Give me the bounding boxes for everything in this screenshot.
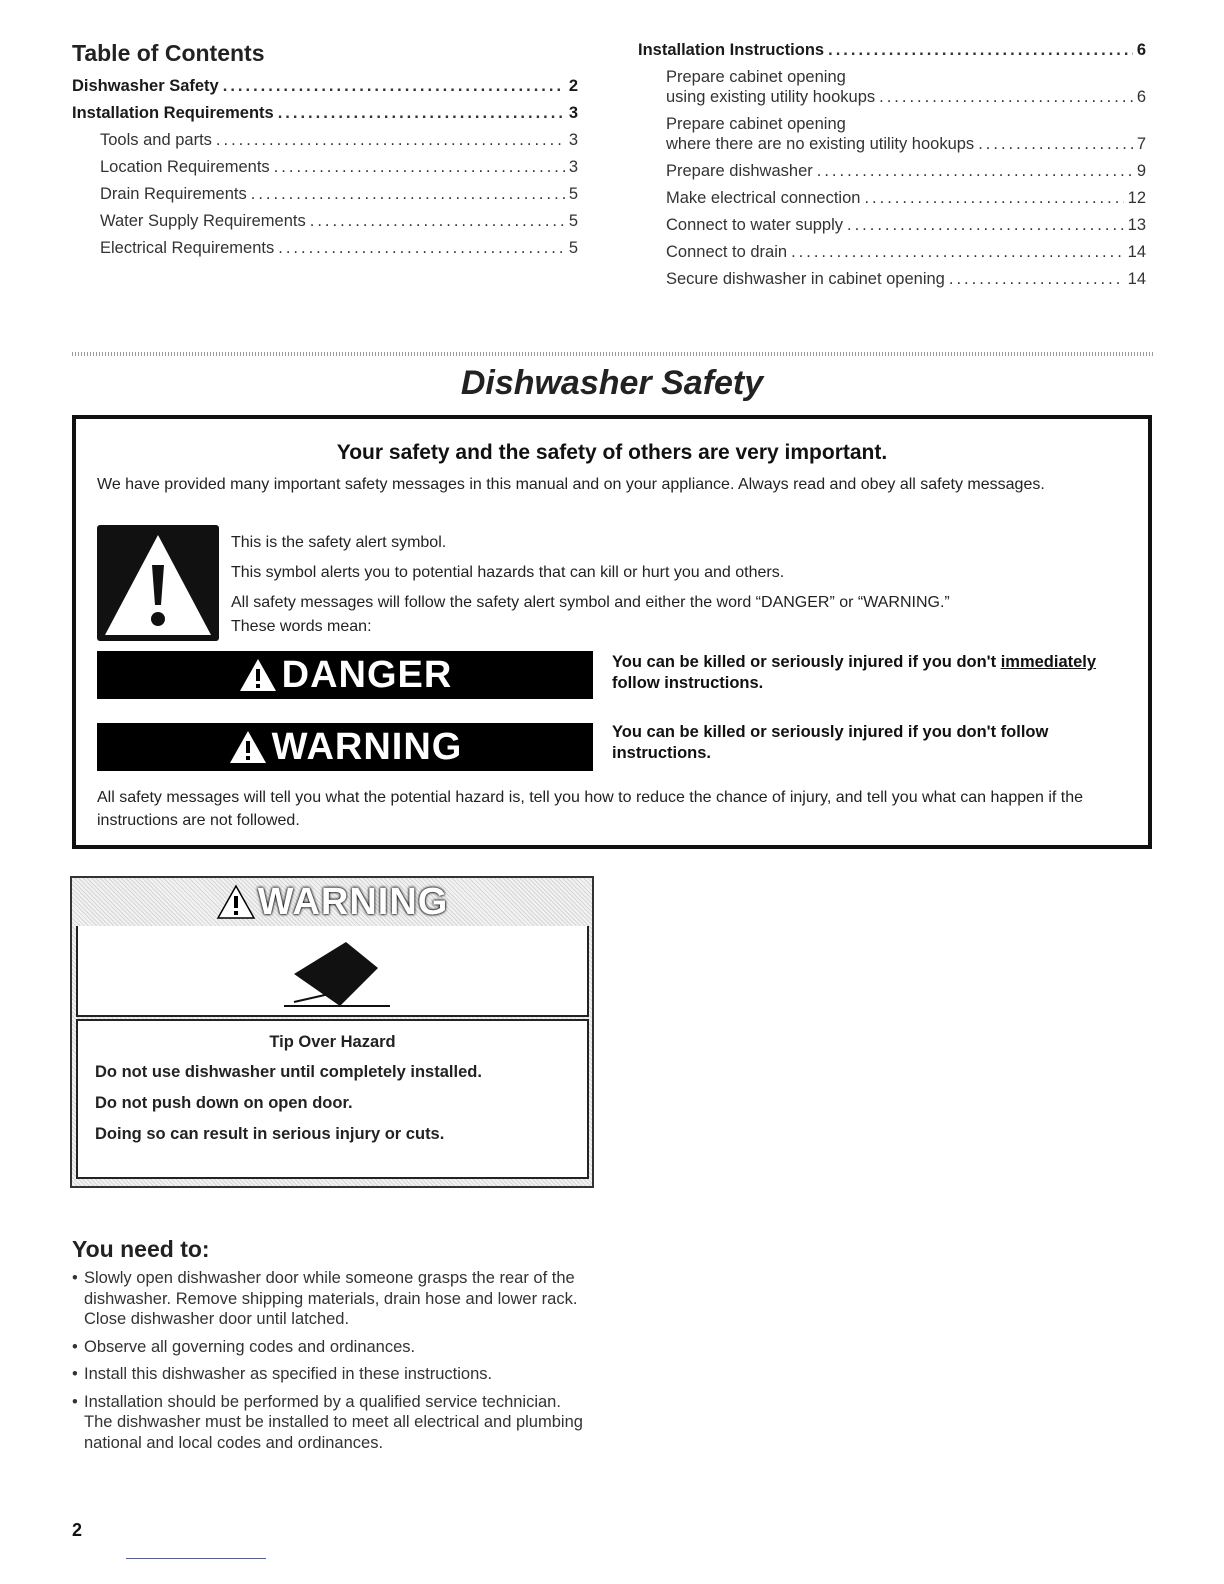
- safety-box: [72, 415, 1152, 849]
- warning-signal-bar: [97, 723, 593, 771]
- alert-line: All safety messages will follow the safety alert symbol and either the word “DANGER” or “WARNING.”: [231, 594, 950, 611]
- list-item: • Slowly open dishwasher door while someone grasps the rear of the dishwasher. Remove shipping materials, drain hose and lower rack. Close dishwasher door until latched.: [72, 1268, 592, 1330]
- toc-title: Table of Contents: [72, 40, 265, 66]
- hazard-title: Tip Over Hazard: [269, 1033, 396, 1051]
- toc-entry[interactable]: Location Requirements ..... 3: [72, 157, 578, 184]
- safety-heading: Your safety and the safety of others are very important.: [336, 441, 888, 464]
- toc-entry[interactable]: Installation Requirements ..... 3: [72, 103, 578, 130]
- toc-entry[interactable]: Dishwasher Safety ..... 2: [72, 76, 578, 103]
- alert-explanation: [231, 533, 1111, 641]
- toc-entry[interactable]: Prepare cabinet opening where there are no existing utility hookups ..... 7: [638, 114, 1146, 161]
- toc-entry[interactable]: Prepare dishwasher ..... 9: [638, 161, 1146, 188]
- toc-left-column: [72, 76, 578, 265]
- warning-header: [72, 878, 592, 926]
- list-item: • Observe all governing codes and ordinances.: [72, 1337, 592, 1358]
- alert-triangle-icon: [238, 657, 278, 693]
- section-divider: [72, 352, 1154, 356]
- tip-over-instructions: [76, 1019, 589, 1179]
- danger-signal-bar: [97, 651, 593, 699]
- danger-meaning: You can be killed or seriously injured if you don't immediately follow instructions.: [612, 653, 1097, 692]
- hazard-line: Do not use dishwasher until completely installed.: [95, 1063, 482, 1081]
- alert-triangle-icon: [216, 884, 256, 920]
- danger-word: DANGER: [281, 653, 453, 696]
- toc-entry[interactable]: Drain Requirements ..... 5: [72, 184, 578, 211]
- need-title: You need to:: [72, 1236, 210, 1262]
- toc-entry[interactable]: Installation Instructions ..... 6: [638, 40, 1146, 67]
- section-title: Dishwasher Safety: [460, 364, 764, 402]
- warning-word: WARNING: [257, 880, 449, 923]
- toc-entry[interactable]: Prepare cabinet opening using existing utility hookups ..... 6: [638, 67, 1146, 114]
- hazard-line: Do not push down on open door.: [95, 1094, 353, 1112]
- toc-right-column: [638, 40, 1146, 296]
- tip-over-warning: [70, 876, 594, 1188]
- list-item: • Installation should be performed by a qualified service technician. The dishwasher must be installed to meet all electrical and plumbing national and local codes and ordinances.: [72, 1392, 592, 1454]
- toc-entry[interactable]: Electrical Requirements ..... 5: [72, 238, 578, 265]
- warning-word: WARNING: [271, 725, 463, 768]
- safety-footer: All safety messages will tell you what the potential hazard is, tell you how to reduce the chance of injury, and tell you what can happen if the instructions are not followed.: [97, 789, 1084, 829]
- toc-entry[interactable]: Water Supply Requirements ..... 5: [72, 211, 578, 238]
- safety-intro: We have provided many important safety messages in this manual and on your appliance. Always read and obey all safety messages.: [97, 476, 1045, 493]
- toc-entry[interactable]: Connect to drain ..... 14: [638, 242, 1146, 269]
- footer-rule: [126, 1558, 266, 1559]
- warning-meaning: You can be killed or seriously injured if you don't follow instructions.: [612, 723, 1049, 762]
- alert-line: This is the safety alert symbol.: [231, 534, 447, 551]
- toc-entry[interactable]: Connect to water supply ..... 13: [638, 215, 1146, 242]
- page-number: 2: [72, 1520, 83, 1540]
- toc-entry[interactable]: Make electrical connection ..... 12: [638, 188, 1146, 215]
- toc-entry[interactable]: Tools and parts ..... 3: [72, 130, 578, 157]
- alert-line: These words mean:: [231, 618, 372, 635]
- alert-triangle-icon: [228, 729, 268, 765]
- safety-alert-triangle-icon: [97, 525, 219, 641]
- toc-entry[interactable]: Secure dishwasher in cabinet opening ..... 14: [638, 269, 1146, 296]
- list-item: • Install this dishwasher as specified in these instructions.: [72, 1364, 592, 1385]
- alert-line: This symbol alerts you to potential hazards that can kill or hurt you and others.: [231, 564, 785, 581]
- need-list: [72, 1268, 592, 1460]
- hazard-line: Doing so can result in serious injury or cuts.: [95, 1125, 445, 1143]
- tip-over-hazard-icon: [76, 926, 589, 1017]
